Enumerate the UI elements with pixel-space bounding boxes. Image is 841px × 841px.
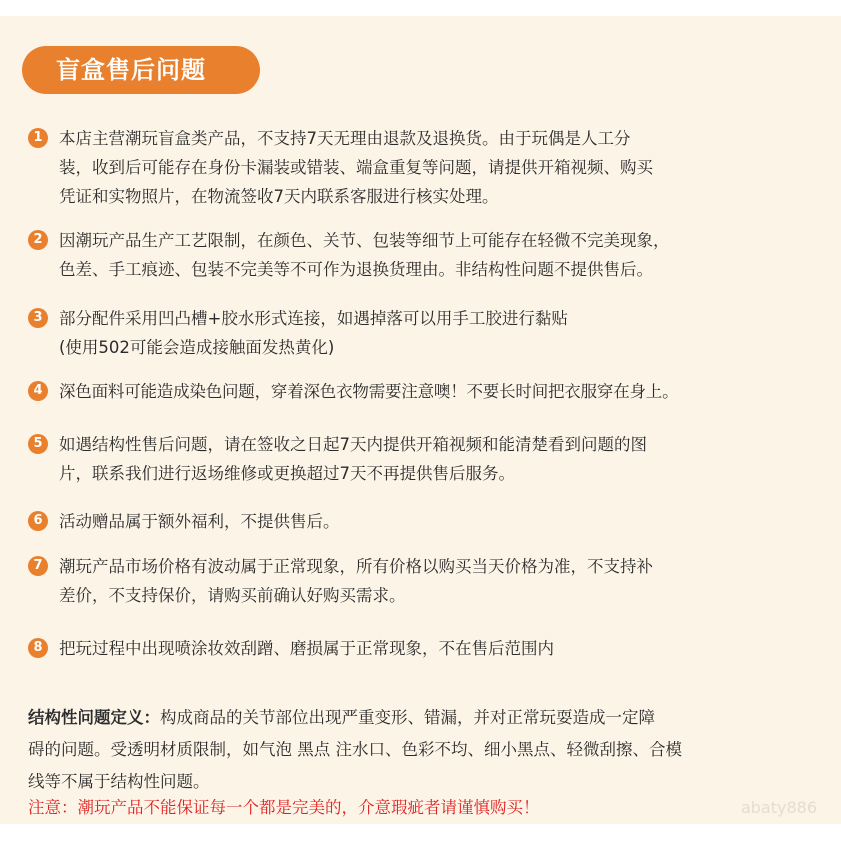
number-badge-icon: 2 (28, 230, 48, 250)
item-text: 如遇结构性售后问题，请在签收之日起7天内提供开箱视频和能清楚看到问题的图 片，联系我们进行返场维修或更换超过7天不再提供售后服务。 (59, 435, 647, 483)
list-item (28, 552, 831, 610)
item-text: 潮玩产品市场价格有波动属于正常现象，所有价格以购买当天价格为准，不支持补 差价，不支持保价，请购买前确认好购买需求。 (59, 557, 653, 605)
number-badge-icon: 5 (28, 434, 48, 454)
definition-label: 结构性问题定义： (28, 708, 160, 727)
item-text: 因潮玩产品生产工艺限制，在颜色、关节、包装等细节上可能存在轻微不完美现象， 色差、手工痕迹、包装不完美等不可作为退换货理由。非结构性问题不提供售后。 (59, 231, 670, 279)
list-item (28, 634, 831, 663)
item-text: 活动赠品属于额外福利，不提供售后。 (59, 512, 340, 531)
definition-text: 构成商品的关节部位出现严重变形、错漏，并对正常玩耍造成一定障 碍的问题。受透明材质限制，如气泡 黑点 注水口、色彩不均、细小黑点、轻微刮擦、合模 线等不属于结构性问题。 (28, 708, 682, 791)
number-badge-icon: 3 (28, 308, 48, 328)
watermark: abaty886 (740, 798, 817, 817)
number-badge-icon: 1 (28, 128, 48, 148)
item-text: 部分配件采用凹凸槽+胶水形式连接，如遇掉落可以用手工胶进行黏贴 (使用502可能会造成接触面发热黄化) (59, 309, 568, 357)
page-title: 盲盒售后问题 (22, 46, 260, 94)
list-item (28, 304, 831, 362)
number-badge-icon: 8 (28, 638, 48, 658)
list-item (28, 430, 831, 488)
number-badge-icon: 4 (28, 381, 48, 401)
list-item (28, 226, 831, 284)
item-text: 把玩过程中出现喷涂妆效刮蹭、磨损属于正常现象，不在售后范围内 (59, 639, 554, 658)
list-item (28, 124, 831, 211)
item-text: 本店主营潮玩盲盒类产品，不支持7天无理由退款及退换货。由于玩偶是人工分 装，收到后可能存在身份卡漏装或错装、端盒重复等问题，请提供开箱视频、购买 凭证和实物照片，在物流签收7天内联系客服进行核实处理。 (59, 129, 653, 206)
item-text: 深色面料可能造成染色问题，穿着深色衣物需要注意噢！不要长时间把衣服穿在身上。 (59, 382, 679, 401)
definition-block (28, 702, 831, 798)
list-item (28, 507, 831, 536)
warning-note: 注意：潮玩产品不能保证每一个都是完美的，介意瑕疵者请谨慎购买！ (28, 798, 540, 817)
number-badge-icon: 6 (28, 511, 48, 531)
list-item (28, 377, 831, 406)
number-badge-icon: 7 (28, 556, 48, 576)
